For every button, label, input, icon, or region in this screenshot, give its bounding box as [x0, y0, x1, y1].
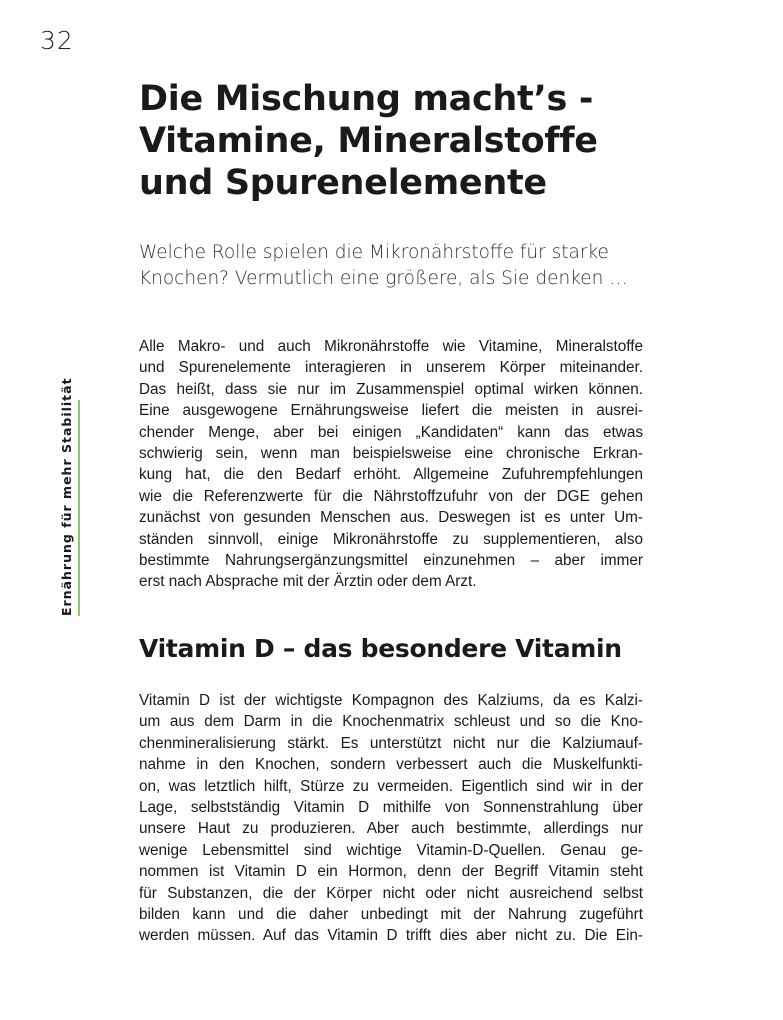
section-label-vertical: Ernährung für mehr Stabilität: [59, 377, 74, 616]
text-line: um aus dem Darm in die Knochenmatrix schleust und so die Kno-: [139, 713, 643, 731]
text-line: nommen ist Vitamin D ein Hormon, denn der Begriff Vitamin steht: [139, 863, 643, 881]
text-line: bestimmte Nahrungsergänzungsmittel einzunehmen – aber immer: [139, 552, 643, 570]
intro-paragraph: [139, 336, 643, 593]
text-line: zunächst von gesunden Menschen aus. Deswegen ist es unter Um-: [139, 509, 643, 527]
subtitle: [139, 240, 659, 292]
text-line: Alle Makro- und auch Mikronährstoffe wie Vitamine, Mineralstoffe: [139, 338, 643, 355]
text-line: werden müssen. Auf das Vitamin D trifft dies aber nicht zu. Die Ein-: [139, 927, 643, 945]
text-line: Lage, selbstständig Vitamin D mithilfe von Sonnenstrahlung über: [139, 799, 643, 817]
text-line: Vitamin D ist der wichtigste Kompagnon des Kalziums, da es Kalzi-: [139, 692, 643, 709]
text-line: erst nach Absprache mit der Ärztin oder dem Arzt.: [139, 573, 477, 591]
subtitle-line: Welche Rolle spielen die Mikronährstoffe für starke: [139, 242, 609, 263]
subtitle-line: Knochen? Vermutlich eine größere, als Sie denken …: [139, 268, 628, 289]
vitamin-d-paragraph: [139, 690, 643, 947]
text-line: ständen sinnvoll, einige Mikronährstoffe zu supplementieren, also: [139, 530, 643, 548]
text-line: für Substanzen, die der Körper nicht oder nicht ausreichend selbst: [139, 884, 643, 902]
text-line: unsere Haut zu produzieren. Aber auch bestimmte, allerdings nur: [139, 820, 643, 838]
section-accent-line: [78, 400, 80, 616]
text-line: schwierig sein, wenn man beispielsweise eine chronische Erkran-: [139, 445, 643, 463]
text-line: Das heißt, dass sie nur im Zusammenspiel optimal wirken können.: [139, 380, 643, 398]
text-line: und Spurenelemente interagieren in unserem Körper miteinander.: [139, 359, 643, 377]
text-line: on, was letztlich hilft, Stürze zu vermeiden. Eigentlich sind wir in der: [139, 777, 643, 795]
text-line: bilden kann und die daher unbedingt mit der Nahrung zugeführt: [139, 906, 643, 924]
text-line: kung hat, die den Bedarf erhöht. Allgemeine Zufuhrempfehlungen: [139, 466, 643, 484]
title-line: Die Mischung macht’s -: [139, 79, 594, 119]
text-line: chender Menge, aber bei einigen „Kandidaten“ kann das etwas: [139, 423, 643, 441]
text-line: wie die Referenzwerte für die Nährstoffzufuhr von der DGE gehen: [139, 487, 643, 505]
text-line: nahme in den Knochen, sondern verbessert auch die Muskelfunkti-: [139, 756, 643, 774]
title-line: und Spurenelemente: [139, 163, 547, 203]
text-line: wenige Lebensmittel sind wichtige Vitamin-D-Quellen. Genau ge-: [139, 841, 643, 859]
title-line: Vitamine, Mineralstoffe: [139, 121, 598, 161]
section-heading: Vitamin D – das besondere Vitamin: [139, 634, 622, 663]
text-line: Eine ausgewogene Ernährungsweise liefert die meisten in ausrei-: [139, 402, 643, 420]
page-title: [139, 78, 659, 204]
text-line: chenmineralisierung stärkt. Es unterstützt nicht nur die Kalziumauf-: [139, 734, 643, 752]
page-number: 32: [40, 26, 74, 55]
